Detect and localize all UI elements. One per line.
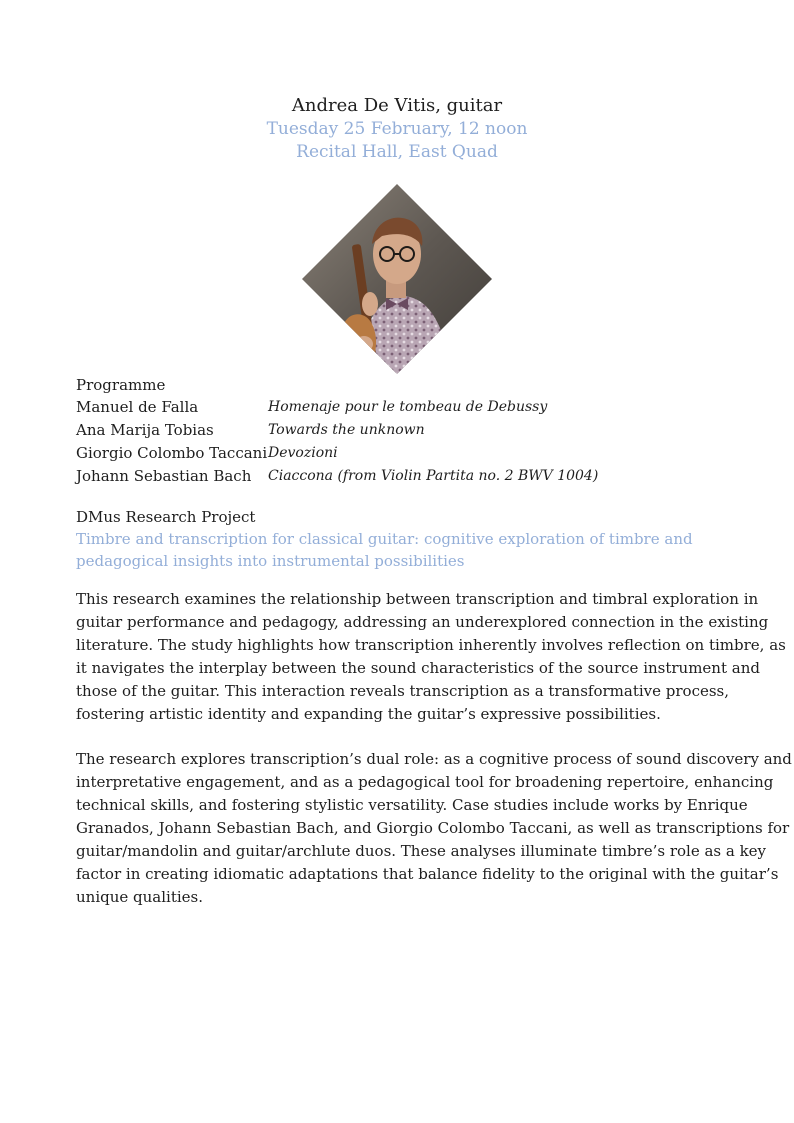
composer-name: Ana Marija Tobias xyxy=(76,421,214,439)
programme-heading: Programme xyxy=(76,376,166,394)
research-heading: DMus Research Project xyxy=(76,508,256,526)
composer-name: Giorgio Colombo Taccani xyxy=(76,444,268,462)
work-title: Ciaccona (from Violin Partita no. 2 BWV 1004) xyxy=(268,468,599,484)
abstract-paragraph: This research examines the relationship between transcription and timbral exploration in guitar performance and pedagogy, addressing an underexplored connection in the existing literature. The study highlights how transcription inherently involves reflection on timbre, as it navigates the interplay between the sound characteristics of the source instrument and those of the guitar. This interaction reveals transcription as a transformative process, fostering artistic identity and expanding the guitar’s expressive possibilities. xyxy=(76,590,786,723)
programme-item xyxy=(76,442,776,465)
research-abstract xyxy=(76,588,792,931)
work-title: Homenaje pour le tombeau de Debussy xyxy=(268,399,548,415)
programme-item xyxy=(76,465,776,488)
research-project-section xyxy=(76,506,696,570)
research-title: Timbre and transcription for classical guitar: cognitive exploration of timbre and pedagogical insights into instrumental possibilities xyxy=(76,530,693,570)
programme-section xyxy=(76,374,776,488)
concert-header xyxy=(0,94,794,164)
work-title: Devozioni xyxy=(268,445,338,461)
performer-name: Andrea De Vitis, guitar xyxy=(291,95,503,116)
programme-item xyxy=(76,419,776,442)
composer-name: Johann Sebastian Bach xyxy=(76,467,252,485)
composer-name: Manuel de Falla xyxy=(76,398,199,416)
abstract-paragraph: The research explores transcription’s dual role: as a cognitive process of sound discovery and interpretative engagement, and as a pedagogical tool for broadening repertoire, enhancing technical skills, and fostering stylistic versatility. Case studies include works by Enrique Granados, Johann Sebastian Bach, and Giorgio Colombo Taccani, as well as transcriptions for guitar/mandolin and guitar/archlute duos. These analyses illuminate timbre’s role as a key factor in creating idiomatic adaptations that balance fidelity to the original with the guitar’s unique qualities. xyxy=(76,750,792,906)
programme-item xyxy=(76,396,776,419)
performer-photo xyxy=(302,184,492,374)
concert-venue: Recital Hall, East Quad xyxy=(296,142,498,162)
concert-date-time: Tuesday 25 February, 12 noon xyxy=(266,119,528,139)
work-title: Towards the unknown xyxy=(268,422,425,438)
